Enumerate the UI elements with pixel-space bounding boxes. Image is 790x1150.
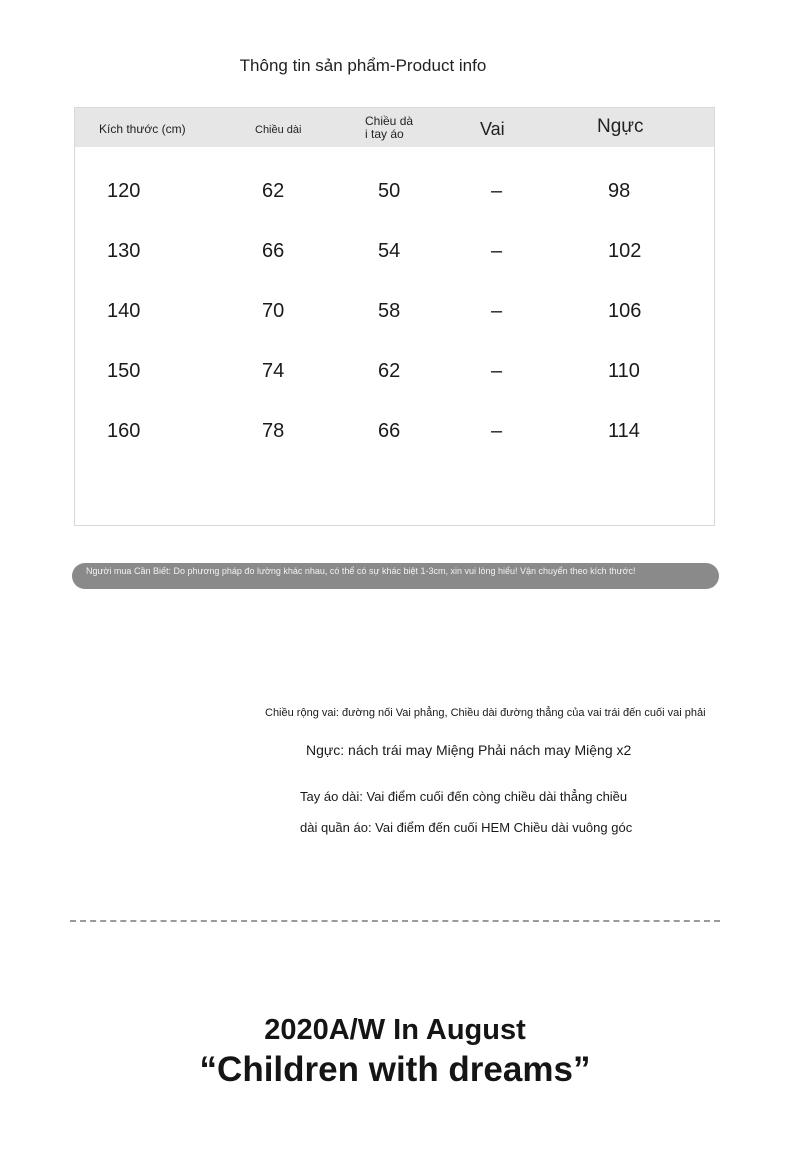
column-header-shoulder: Vai: [480, 119, 505, 139]
cell-sleeve-length: 50: [378, 180, 401, 202]
length-measure-guide: dài quần áo: Vai điểm đến cuối HEM Chiều dài vuông góc: [300, 820, 633, 835]
table-row: [75, 240, 714, 280]
cell-chest: 106: [608, 300, 642, 322]
cell-shoulder: –: [491, 420, 503, 442]
column-header-chest: Ngực: [597, 116, 644, 137]
cell-length: 74: [262, 360, 285, 382]
table-row: [75, 300, 714, 340]
season-headline: 2020A/W In August: [264, 1014, 526, 1046]
cell-sleeve-length: 54: [378, 240, 401, 262]
cell-chest: 114: [608, 420, 640, 442]
table-header: [75, 108, 714, 147]
sleeve-header-line-1: Chiều dà: [365, 114, 414, 128]
cell-size: 130: [107, 240, 141, 262]
cell-chest: 98: [608, 180, 631, 202]
cell-sleeve-length: 58: [378, 300, 401, 322]
cell-size: 150: [107, 360, 141, 382]
cell-size: 120: [107, 180, 141, 202]
table-row: [75, 180, 714, 220]
cell-length: 78: [262, 420, 285, 442]
column-header-sleeve-length: [365, 115, 420, 141]
table-row: [75, 420, 714, 460]
buyer-notice-banner: [72, 563, 719, 589]
cell-chest: 102: [608, 240, 642, 262]
column-header-size: Kích thước (cm): [99, 122, 186, 136]
table-row: [75, 360, 714, 400]
cell-shoulder: –: [491, 300, 503, 322]
cell-length: 62: [262, 180, 285, 202]
column-header-length: Chiều dài: [255, 124, 302, 136]
shoulder-measure-guide: Chiều rộng vai: đường nối Vai phẳng, Chiều dài đường thẳng của vai trái đến cuối vai phải: [265, 707, 706, 719]
cell-shoulder: –: [491, 180, 503, 202]
page-title: Thông tin sản phẩm-Product info: [239, 56, 487, 75]
cell-size: 140: [107, 300, 141, 322]
size-table: [74, 107, 715, 526]
buyer-notice-text: Người mua Cần Biết: Do phương pháp đo lường khác nhau, có thể có sự khác biệt 1-3cm, xin vui lòng hiểu! Vận chuyển theo kích thước!: [86, 566, 636, 576]
chest-measure-guide: Ngực: nách trái may Miệng Phải nách may Miệng x2: [306, 742, 632, 758]
cell-length: 66: [262, 240, 285, 262]
sleeve-measure-guide: Tay áo dài: Vai điểm cuối đến còng chiều dài thẳng chiều: [300, 789, 628, 804]
cell-sleeve-length: 62: [378, 360, 401, 382]
collection-slogan: “Children with dreams”: [199, 1050, 591, 1089]
dashed-divider: [70, 920, 720, 922]
cell-sleeve-length: 66: [378, 420, 401, 442]
cell-shoulder: –: [491, 360, 503, 382]
cell-length: 70: [262, 300, 285, 322]
cell-shoulder: –: [491, 240, 503, 262]
cell-size: 160: [107, 420, 141, 442]
sleeve-header-line-2: i tay áo: [365, 127, 404, 141]
cell-chest: 110: [608, 360, 640, 382]
